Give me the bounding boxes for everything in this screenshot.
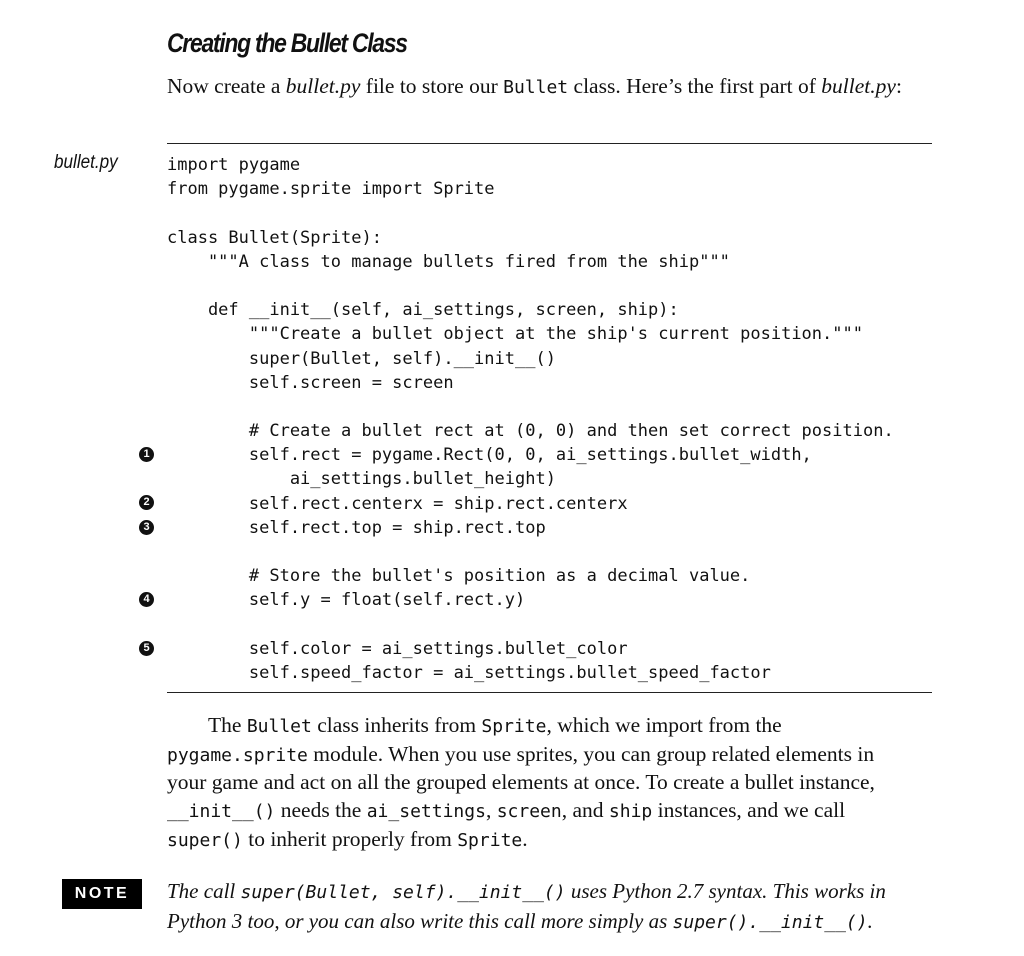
code-line: self.color = ai_settings.bullet_color (167, 638, 628, 659)
code-line (167, 613, 894, 637)
intro-paragraph (167, 72, 907, 102)
explanation-paragraph (167, 712, 907, 855)
para-code: ai_settings (366, 801, 486, 823)
code-line: self.rect.centerx = ship.rect.centerx (167, 493, 628, 514)
code-line: self.screen = screen (167, 372, 454, 393)
code-line: class Bullet(Sprite): (167, 227, 382, 248)
para-text: to inherit properly from (242, 826, 458, 851)
para-code: Sprite (481, 716, 547, 737)
code-line: self.rect = pygame.Rect(0, 0, ai_settings.bullet_width, (167, 445, 812, 466)
code-bottom-rule (167, 692, 932, 693)
code-listing (167, 153, 894, 685)
code-line: super(Bullet, self).__init__() (167, 348, 556, 369)
para-text: The (208, 713, 247, 737)
code-line (167, 274, 894, 298)
callout-marker-3: 3 (139, 520, 154, 535)
callout-marker-2: 2 (139, 495, 154, 510)
code-line: """Create a bullet object at the ship's current position.""" (167, 324, 863, 345)
callout-marker-4: 4 (139, 592, 154, 607)
code-line: # Create a bullet rect at (0, 0) and then set correct position. (167, 421, 894, 442)
note-text (167, 877, 927, 937)
para-code: screen (496, 801, 562, 823)
intro-filename: bullet.py (285, 74, 361, 98)
para-code: pygame.sprite (167, 744, 308, 766)
callout-marker-1: 1 (139, 447, 154, 462)
para-code: Sprite (457, 829, 523, 851)
para-text: instances, and we call (652, 798, 846, 823)
note-badge: NOTE (62, 879, 142, 909)
para-text: class inherits from (311, 713, 482, 737)
section-heading: Creating the Bullet Class (167, 28, 407, 58)
code-top-rule (167, 143, 932, 144)
code-line: self.speed_factor = ai_settings.bullet_speed_factor (167, 662, 771, 683)
callout-marker-5: 5 (139, 641, 154, 656)
intro-class-name: Bullet (503, 77, 569, 98)
para-text: . (522, 826, 528, 851)
code-line: """A class to manage bullets fired from the ship""" (167, 251, 730, 272)
para-text: module. When you use sprites, you can group related elements in your game and act on all the grouped elements at once. To create a bullet instance, (167, 741, 875, 795)
code-line (167, 395, 894, 419)
para-code: super() (167, 829, 243, 851)
note-segment: . (867, 909, 873, 933)
intro-text: class. Here’s the first part of (568, 74, 822, 98)
para-code: ship (608, 801, 653, 823)
code-line: # Store the bullet's position as a decimal value. (167, 566, 751, 587)
code-line (167, 201, 894, 225)
code-line (167, 540, 894, 564)
intro-text: : (895, 74, 902, 98)
note-segment: The call (167, 879, 241, 903)
para-text: , which we import from the (546, 713, 782, 737)
code-line: def __init__(self, ai_settings, screen, ship): (167, 300, 679, 321)
code-line: self.rect.top = ship.rect.top (167, 517, 546, 538)
para-text: , and (561, 798, 609, 823)
note-segment: uses Python 2.7 syntax. This works in Python 3 too, or you can also write this call more simply as (167, 879, 886, 933)
code-line: ai_settings.bullet_height) (167, 469, 556, 490)
code-line: import pygame (167, 155, 301, 175)
intro-filename: bullet.py (821, 74, 896, 98)
para-text: , (485, 798, 497, 823)
para-code: Bullet (246, 716, 312, 737)
code-file-label: bullet.py (54, 152, 118, 173)
para-code: __init__() (167, 801, 276, 823)
code-line: from pygame.sprite import Sprite (167, 179, 495, 200)
para-text: needs the (275, 798, 367, 823)
intro-text: Now create a (167, 74, 286, 98)
note-code: super(Bullet, self).__init__() (240, 882, 566, 903)
code-line: self.y = float(self.rect.y) (167, 590, 526, 611)
intro-text: file to store our (360, 74, 504, 98)
note-code: super().__init__() (672, 912, 868, 933)
